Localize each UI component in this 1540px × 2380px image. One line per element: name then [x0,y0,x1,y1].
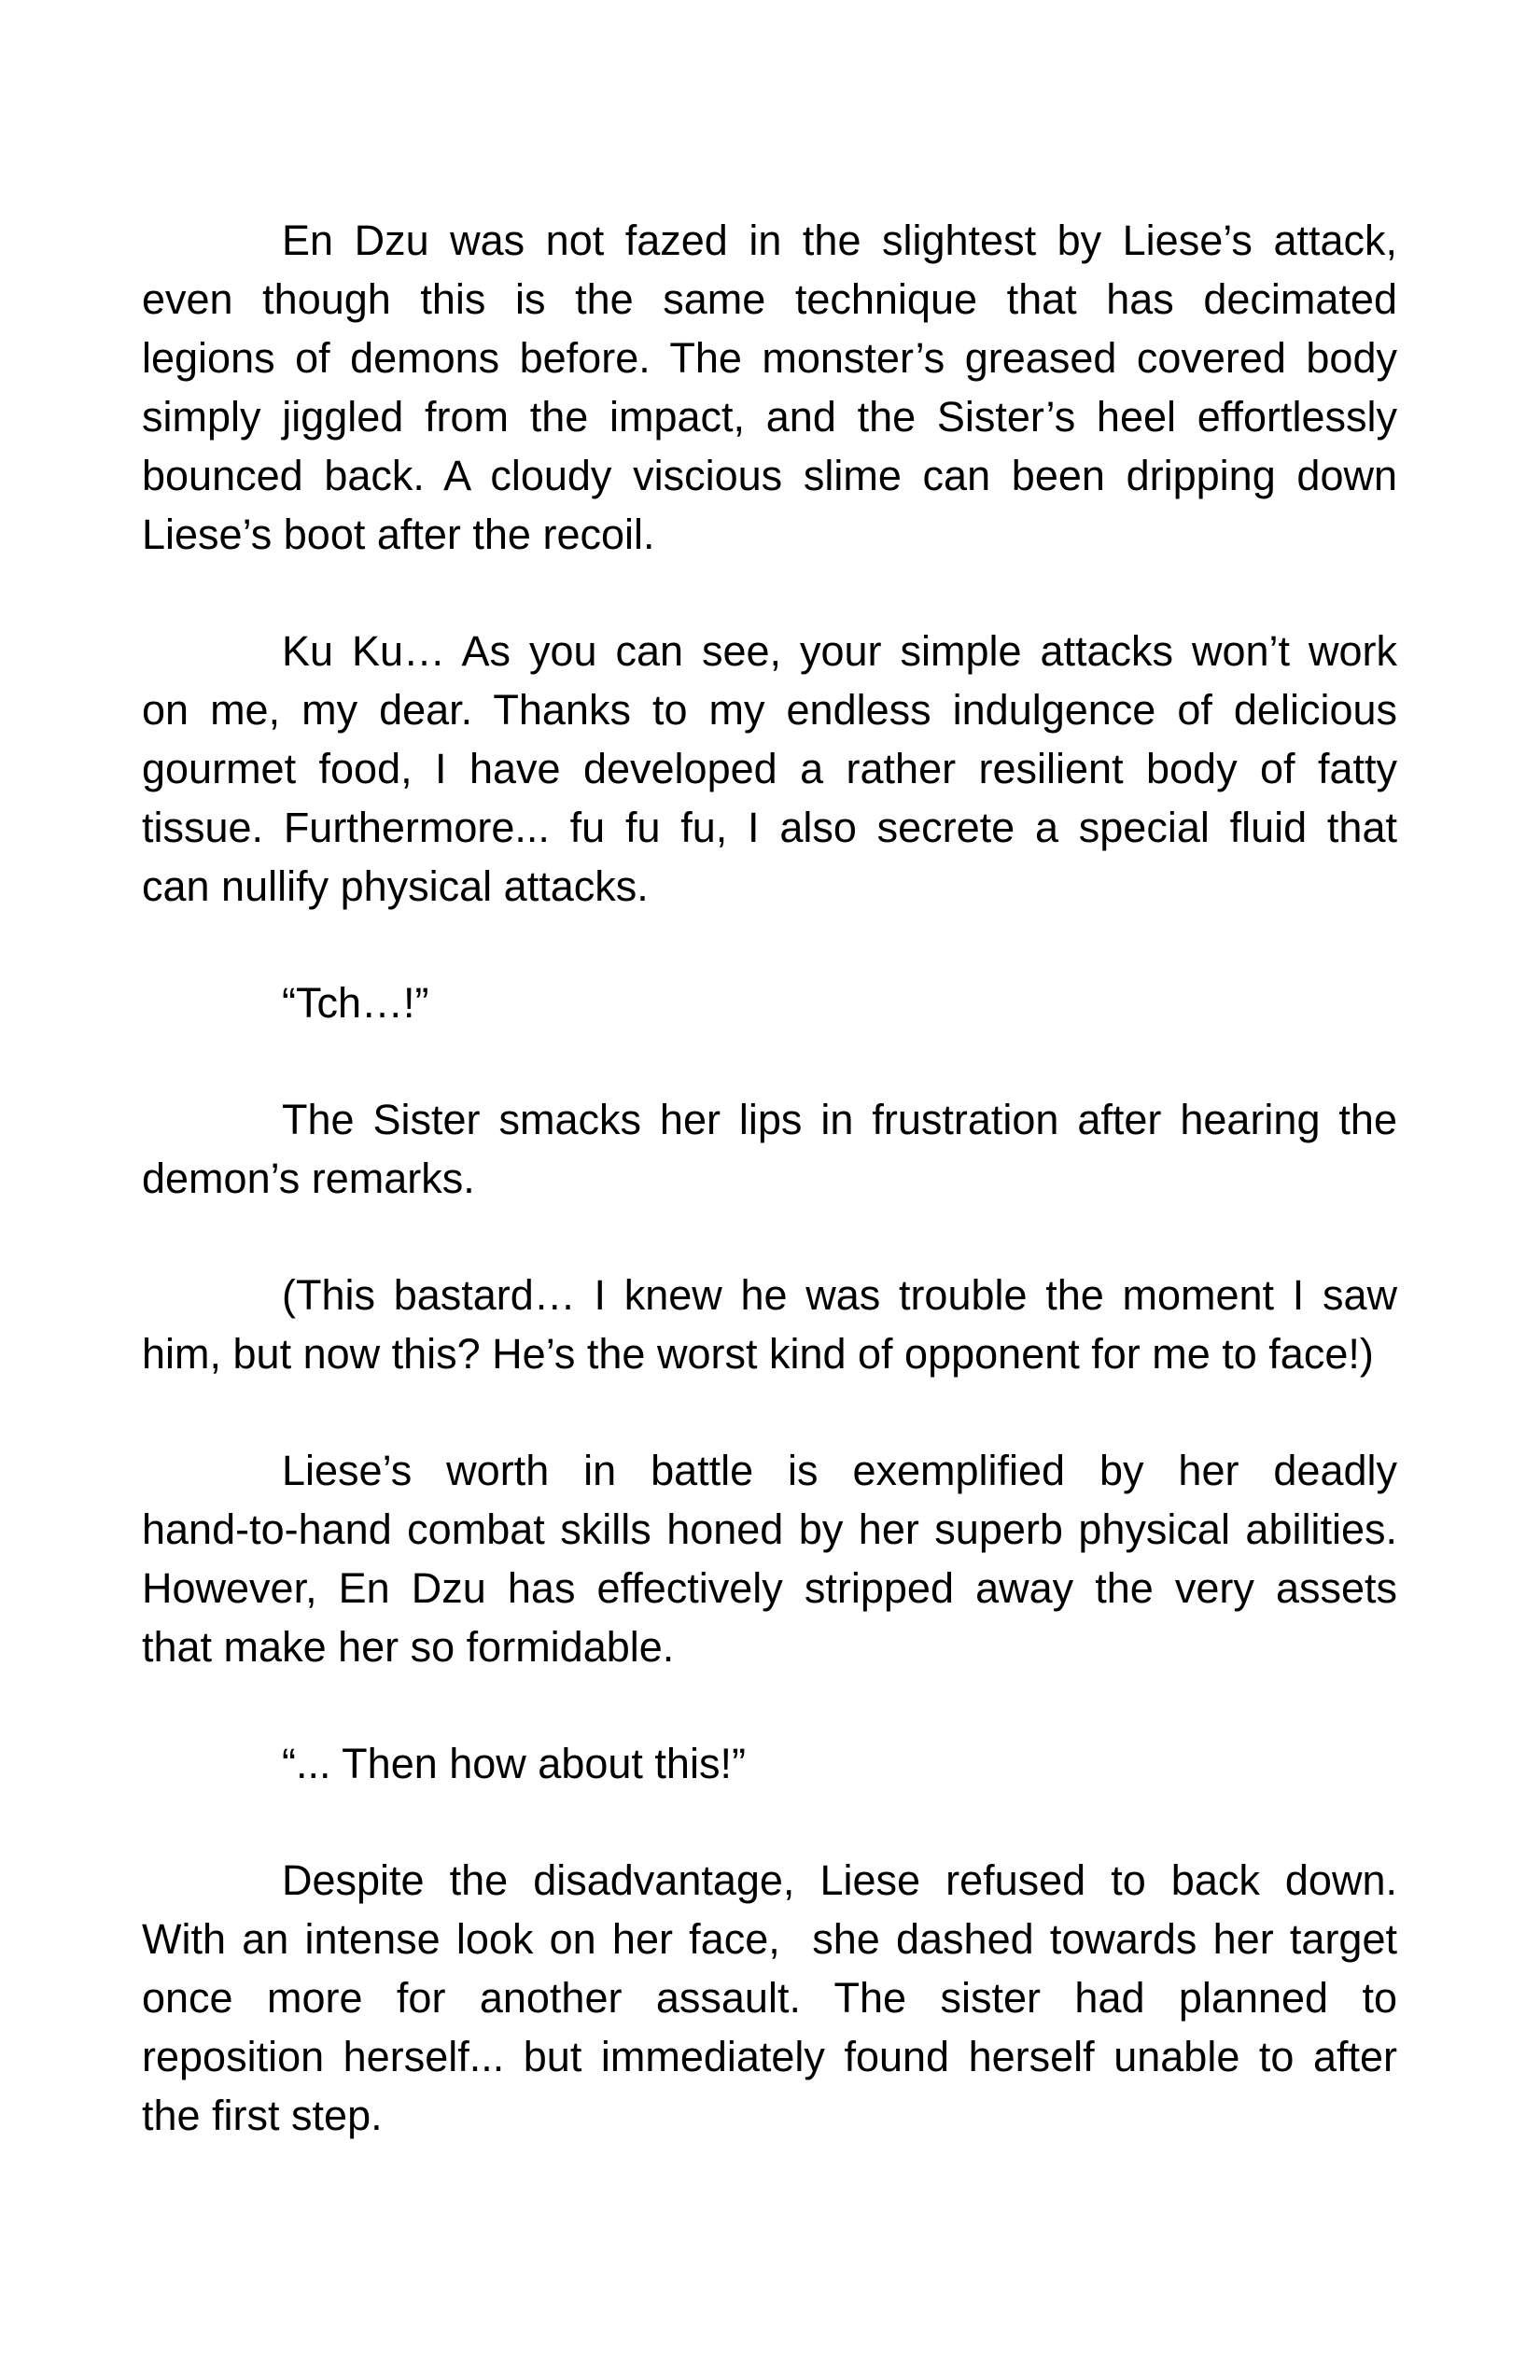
paragraph-8 [142,1851,1397,2145]
paragraph-3 [142,973,1397,1032]
text-line: legions of demons before. The monster’s greased covered body [142,334,1397,382]
text-line: can nullify physical attacks. [142,862,649,910]
text-line: reposition herself... but immediately found herself unable to after [142,2033,1397,2080]
text-line: Liese’s worth in battle is exemplified by her deadly [282,1447,1397,1494]
text-line: tissue. Furthermore... fu fu fu, I also secrete a special fluid that [142,804,1397,851]
text-line: “... Then how about this!” [282,1740,746,1787]
text-line: With an intense look on her face, she dashed towards her target [142,1915,1397,1963]
paragraph-7 [142,1734,1397,1793]
paragraph-2 [142,622,1397,916]
text-line: The Sister smacks her lips in frustration after hearing the [282,1096,1397,1143]
text-line: Despite the disadvantage, Liese refused to back down. [282,1856,1397,1904]
text-line: “Tch…!” [282,979,429,1027]
text-line: him, but now this? He’s the worst kind of opponent for me to face!) [142,1330,1374,1378]
text-line: the first step. [142,2092,383,2139]
paragraph-1 [142,211,1397,564]
paragraph-6 [142,1441,1397,1676]
text-line: Ku Ku… As you can see, your simple attacks won’t work [282,627,1397,675]
text-line: bounced back. A cloudy viscious slime can been dripping down [142,452,1397,499]
document-text [142,211,1397,2203]
text-line: on me, my dear. Thanks to my endless indulgence of delicious [142,686,1397,734]
text-line: that make her so formidable. [142,1623,675,1671]
text-line: En Dzu was not fazed in the slightest by Liese’s attack, [282,217,1397,264]
paragraph-5 [142,1266,1397,1383]
text-line: demon’s remarks. [142,1155,475,1202]
text-line: simply jiggled from the impact, and the Sister’s heel effortlessly [142,393,1397,441]
text-line: gourmet food, I have developed a rather resilient body of fatty [142,745,1397,792]
text-line: Liese’s boot after the recoil. [142,511,655,558]
text-line: once more for another assault. The sister had planned to [142,1974,1397,2022]
text-line: hand-to-hand combat skills honed by her superb physical abilities. [142,1505,1397,1553]
text-line: However, En Dzu has effectively stripped away the very assets [142,1564,1397,1612]
text-line: even though this is the same technique that has decimated [142,275,1397,323]
paragraph-4 [142,1090,1397,1208]
text-line: (This bastard… I knew he was trouble the moment I saw [282,1271,1397,1319]
